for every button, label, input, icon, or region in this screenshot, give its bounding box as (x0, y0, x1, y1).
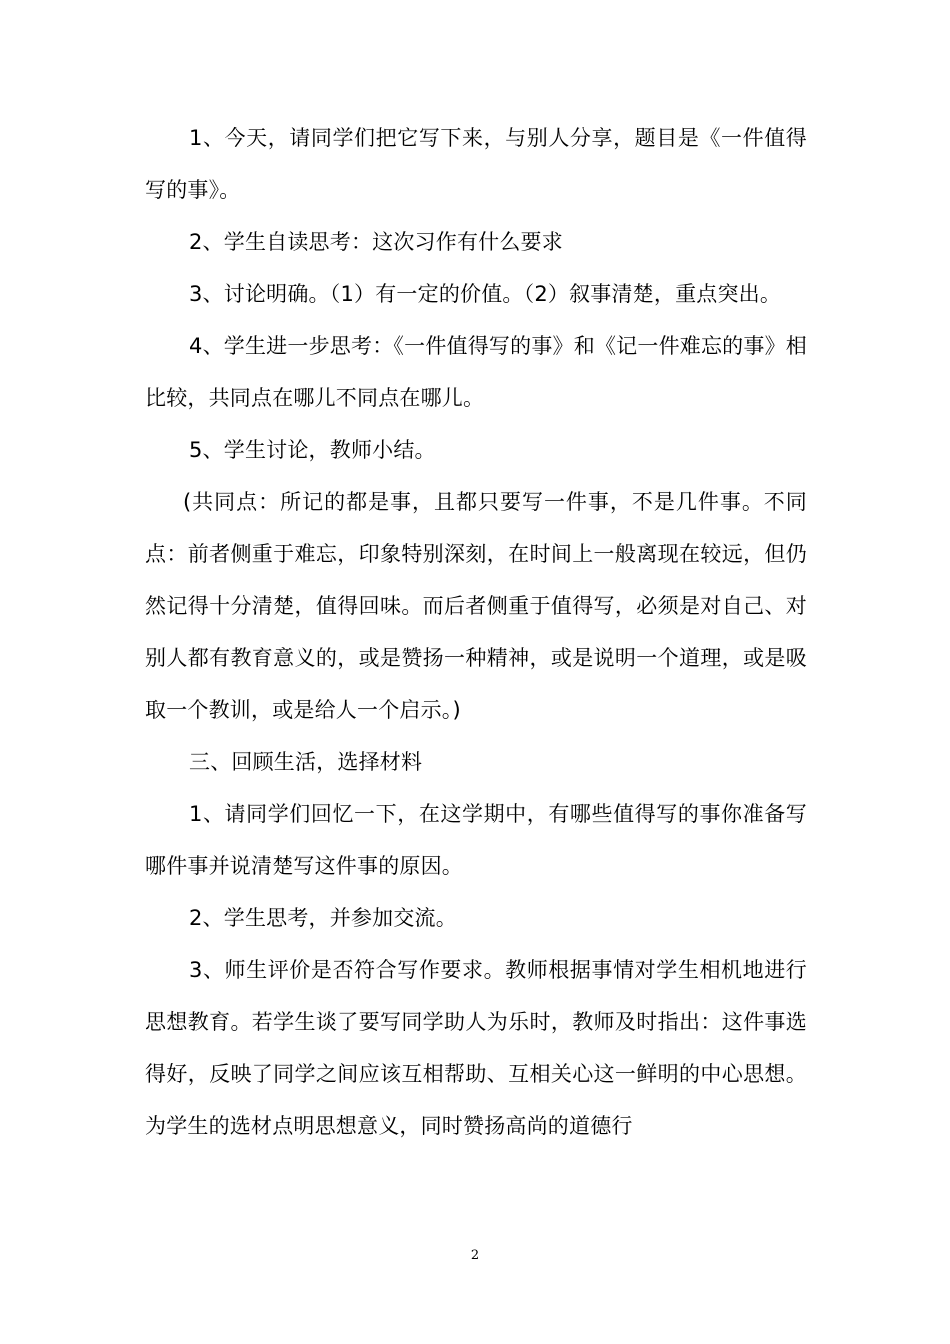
paragraph-8: 1、请同学们回忆一下，在这学期中，有哪些值得写的事你准备写哪件事并说清楚写这件事的原因。 (145, 802, 807, 878)
paragraph-9: 2、学生思考，并参加交流。 (189, 906, 457, 930)
paragraph-10: 3、师生评价是否符合写作要求。教师根据事情对学生相机地进行思想教育。若学生谈了要写同学助人为乐时，教师及时指出：这件事选得好，反映了同学之间应该互相帮助、互相关心这一鲜明的中心思想。为学生的选材点明思想意义，同时赞扬高尚的道德行 (145, 958, 807, 1138)
paragraph-6: (共同点：所记的都是事，且都只要写一件事，不是几件事。不同点：前者侧重于难忘，印象特别深刻，在时间上一般离现在较远，但仍然记得十分清楚，值得回味。而后者侧重于值得写，必须是对自己、对别人都有教育意义的，或是赞扬一种精神，或是说明一个道理，或是吸取一个教训，或是给人一个启示。) (145, 490, 807, 722)
paragraph-1: 1、今天，请同学们把它写下来，与别人分享，题目是《一件值得写的事》。 (145, 126, 807, 202)
paragraph-2: 2、学生自读思考：这次习作有什么要求 (189, 230, 563, 254)
paragraph-3: 3、讨论明确。（1）有一定的价值。（2）叙事清楚，重点突出。 (189, 282, 782, 306)
paragraph-4: 4、学生进一步思考：《一件值得写的事》和《记一件难忘的事》相比较，共同点在哪儿不同点在哪儿。 (145, 334, 807, 410)
section-heading: 三、回顾生活，选择材料 (189, 750, 423, 774)
document-body (145, 112, 807, 1152)
page-number: 2 (470, 1248, 480, 1263)
paragraph-5: 5、学生讨论，教师小结。 (189, 438, 436, 462)
